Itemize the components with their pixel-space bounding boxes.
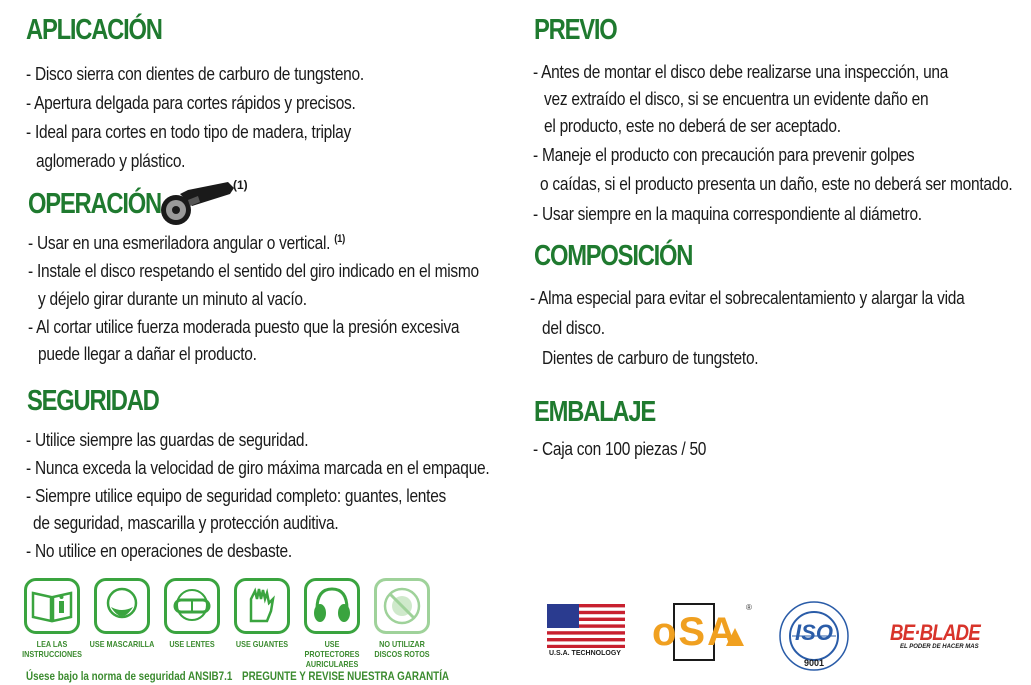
brand-tagline: EL PODER DE HACER MAS	[900, 644, 979, 650]
operacion-title: OPERACIÓN	[28, 188, 161, 220]
aplicacion-line-2: - Apertura delgada para cortes rápidos y precisos.	[26, 93, 356, 113]
previo-line-6: - Usar siempre en la maquina correspondiente al diámetro.	[533, 204, 922, 224]
icon-label-instrucciones: LEA LAS INSTRUCCIONES	[22, 639, 82, 659]
embalaje-line-1: - Caja con 100 piezas / 50	[533, 439, 707, 459]
operacion-line-1: - Usar en una esmeriladora angular o vertical. $^{(1)}$	[28, 233, 346, 253]
no-broken-disc-icon	[374, 578, 430, 634]
icon-label-guantes: USE GUANTES	[235, 639, 289, 649]
mask-icon	[94, 578, 150, 634]
previo-line-2: vez extraído el disco, si se encuentra un evidente daño en	[544, 89, 929, 109]
brand-name: BE·BLADE	[890, 620, 980, 645]
operacion-line-2: - Instale el disco respetando el sentido del giro indicado en el mismo	[28, 261, 479, 281]
gloves-icon	[234, 578, 290, 634]
seguridad-line-2: - Nunca exceda la velocidad de giro máxima marcada en el empaque.	[26, 458, 490, 478]
operacion-line-4: - Al cortar utilice fuerza moderada puesto que la presión excesiva	[28, 317, 460, 337]
composicion-line-3: Dientes de carburo de tungsteto.	[542, 348, 759, 368]
aplicacion-line-3: - Ideal para cortes en todo tipo de madera, triplay	[26, 122, 352, 142]
seguridad-line-5: - No utilice en operaciones de desbaste.	[26, 541, 292, 561]
seguridad-line-4: de seguridad, mascarilla y protección auditiva.	[33, 513, 339, 533]
seguridad-line-3: - Siempre utilice equipo de seguridad completo: guantes, lentes	[26, 486, 447, 506]
iso-9001-logo	[774, 598, 854, 683]
operacion-line-3: y déjelo girar durante un minuto al vacío.	[38, 289, 307, 309]
goggles-icon	[164, 578, 220, 634]
aplicacion-line-1: - Disco sierra con dientes de carburo de tungsteno.	[26, 64, 364, 84]
aplicacion-title: APLICACIÓN	[26, 14, 162, 46]
aplicacion-line-4: aglomerado y plástico.	[36, 151, 186, 171]
icon-label-auriculares: USE PROTECTORES AURICULARES	[304, 639, 360, 669]
osa-logo	[650, 602, 750, 667]
operacion-title-note: (1)	[233, 178, 248, 192]
operacion-line-5: puede llegar a dañar el producto.	[38, 344, 257, 364]
angle-grinder-icon	[158, 180, 238, 233]
footer-guarantee: PREGUNTE Y REVISE NUESTRA GARANTÍA	[242, 669, 450, 683]
svg-text:®: ®	[746, 603, 752, 612]
ear-protection-icon	[304, 578, 360, 634]
icon-label-mascarilla: USE MASCARILLA	[89, 639, 155, 649]
book-icon	[24, 578, 80, 634]
previo-line-1: - Antes de montar el disco debe realizarse una inspección, una	[533, 62, 949, 82]
seguridad-line-1: - Utilice siempre las guardas de seguridad.	[26, 430, 309, 450]
iso-text: ISO	[795, 620, 833, 645]
icon-label-discos-rotos: NO UTILIZAR DISCOS ROTOS	[374, 639, 430, 659]
composicion-line-1: - Alma especial para evitar el sobrecalentamiento y alargar la vida	[530, 288, 965, 308]
footer-norm: Úsese bajo la norma de seguridad ANSIB7.1	[26, 669, 233, 683]
previo-line-4: - Maneje el producto con precaución para prevenir golpes	[533, 145, 915, 165]
embalaje-title: EMBALAJE	[534, 396, 655, 428]
beblade-logo	[890, 620, 996, 650]
seguridad-title: SEGURIDAD	[27, 385, 159, 417]
usa-caption: U.S.A. TECHNOLOGY	[549, 650, 621, 657]
previo-line-5: o caídas, si el producto presenta un daño, este no deberá ser montado.	[540, 174, 1013, 194]
icon-label-lentes: USE LENTES	[169, 639, 215, 649]
previo-line-3: el producto, este no deberá de ser aceptado.	[544, 116, 841, 136]
composicion-line-2: del disco.	[542, 318, 605, 338]
operacion-line-note: (1)	[334, 233, 346, 245]
iso-number: 9001	[803, 658, 825, 668]
composicion-title: COMPOSICIÓN	[534, 240, 693, 272]
usa-flag-logo	[547, 604, 627, 669]
previo-title: PREVIO	[534, 14, 617, 46]
osa-text: oSA	[652, 610, 738, 654]
